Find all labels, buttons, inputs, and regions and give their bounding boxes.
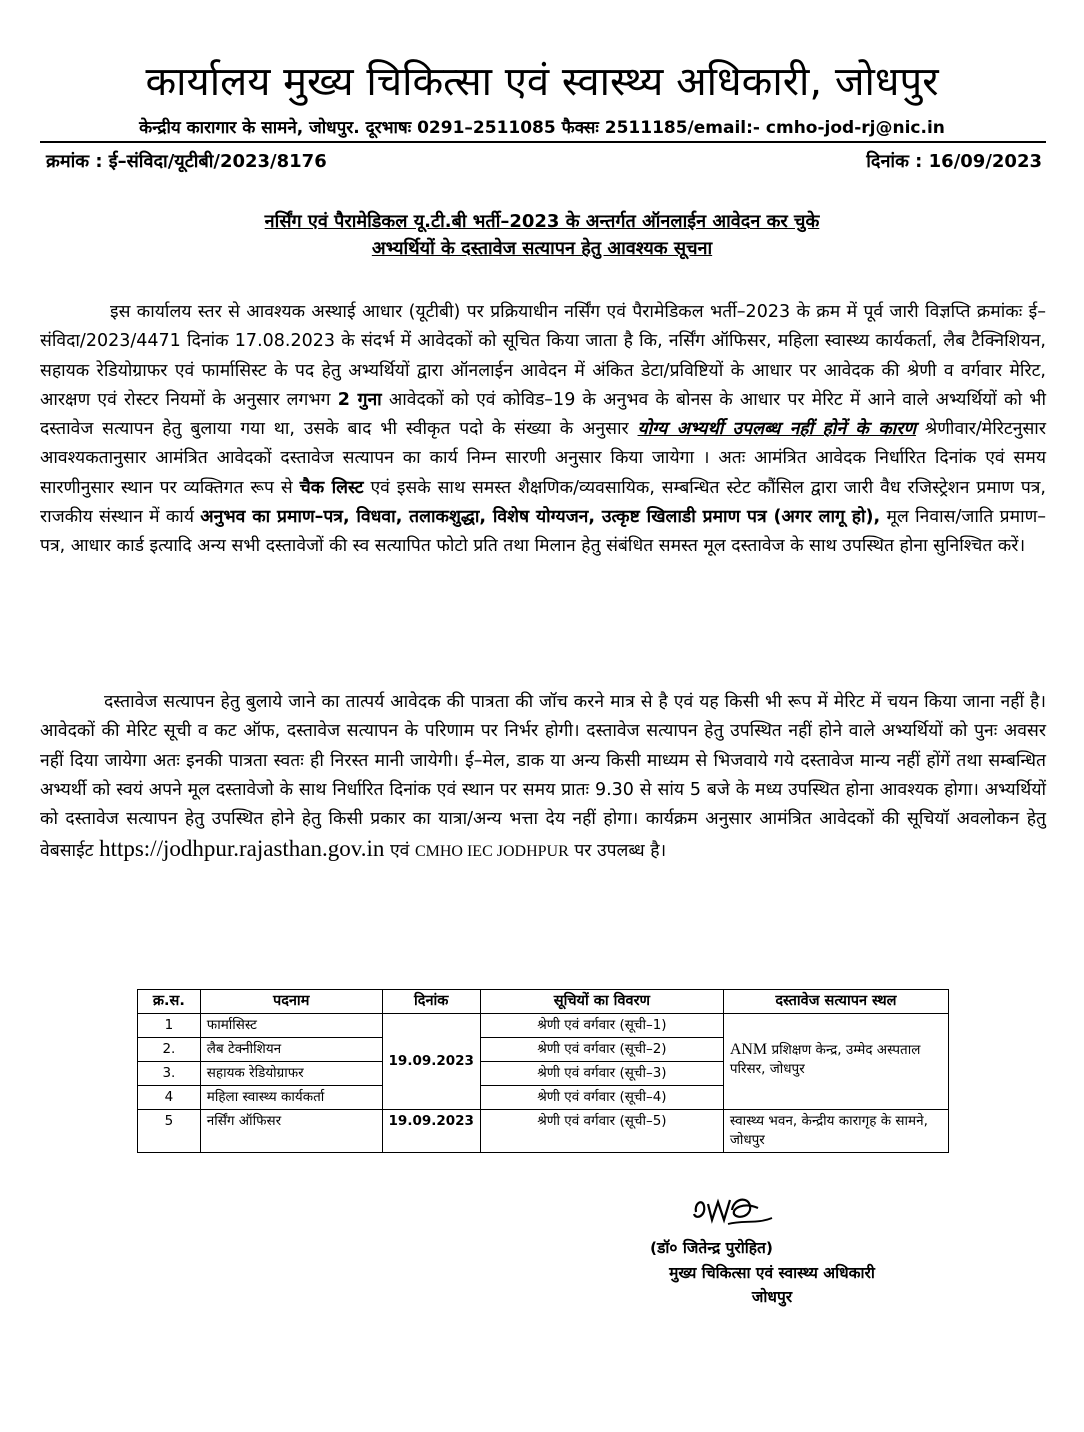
- row-post: नर्सिंग ऑफिसर: [200, 1110, 382, 1153]
- row-list: श्रेणी एवं वर्गवार (सूची–5): [480, 1110, 723, 1153]
- row-list: श्रेणी एवं वर्गवार (सूची–4): [480, 1086, 723, 1110]
- p1-text-3: श्रेणीवार/मेरिटनुसार आवश्यकतानुसार आमंत्रित आवेदकों दस्तावेज सत्यापन का कार्य निम्न सारणी अनुसार किया जायेगा । अतः आमंत्रित आवेदक निर्धारित दिनांक एवं समय सारणीनुसार स्थान पर व्यक्तिगत रूप से: [40, 419, 1046, 498]
- row-post: सहायक रेडियोग्राफर: [200, 1062, 382, 1086]
- p1-text-1: इस कार्यालय स्तर से आवश्यक अस्थाई आधार (यूटीबी) पर प्रक्रियाधीन नर्सिंग एवं पैरामेडिकल भर्ती–2023 के क्रम में पूर्व जारी विज्ञप्ति क्रमांकः ई–संविदा/2023/4471 दिनांक 17.08.2023 के संदर्भ में आवेदकों को सूचित किया जाता है कि, नर्सिंग ऑफिसर, महिला स्वास्थ्य कार्यकर्ता, लैब टैक्निशियन, सहायक रेडियोग्राफर एवं फार्मासिस्ट के पद हेतु अभ्यर्थियों द्वारा ऑनलाईन आवेदन में अंकित डेटा/प्रविष्टियों के आधार पर आवेदक की श्रेणी व वर्गवार मेरिट, आरक्षण एवं रोस्टर नियमों के अनुसार लगभग: [40, 302, 1046, 410]
- row-serial: 1: [138, 1014, 201, 1038]
- p2-text-3: पर उपलब्ध है।: [568, 841, 667, 862]
- office-address: केन्द्रीय कारागार के सामने, जोधपुर. दूरभाषः 0291–2511085 फैक्सः 2511185/email:- cmho-jod-rj@nic.in: [139, 118, 945, 138]
- reference-number: क्रमांक : ई–संविदा/यूटीबी/2023/8176: [46, 151, 327, 172]
- p2-text-1: दस्तावेज सत्यापन हेतु बुलाये जाने का तात्पर्य आवेदक की पात्रता की जॉच करने मात्र से है एवं यह किसी भी रूप में मेरिट में चयन किया जाना नहीं है। आवेदकों की मेरिट सूची व कट ऑफ, दस्तावेज सत्यापन के परिणाम पर निर्भर होगी। दस्तावेज सत्यापन हेतु उपस्थित नहीं होने वाले अभ्यर्थियों को पुनः अवसर नहीं दिया जायेगा अतः इनकी पात्रता स्वतः ही निरस्त मानी जायेगी। ई–मेल, डाक या अन्य किसी माध्यम से भिजवाये गये दस्तावेज मान्य नहीं होंगें तथा सम्बन्धित अभ्यर्थी को स्वयं अपने मूल दस्तावेजो के साथ निर्धारित दिनांक एवं स्थान पर समय प्रातः 9.30 से सांय 5 बजे के मध्य उपस्थित होना आवश्यक होगा। अभ्यर्थियों को दस्तावेज सत्यापन हेतु उपस्थित होने हेतु किसी प्रकार का यात्रा/अन्य भत्ता देय नहीं होगा। कार्यक्रम अनुसार आमंत्रित आवेदकों की सूचियॉ अवलोकन हेतु वेबसाईट: [40, 692, 1046, 862]
- table-row: [138, 1014, 949, 1038]
- p1-text-5: मूल निवास/जाति प्रमाण–पत्र, आधार कार्ड इत्यादि अन्य सभी दस्तावेजों की स्व सत्यापित फोटो प्रति तथा मिलान हेतु संबंधित समस्त मूल दस्तावेज के साथ उपस्थित होना सुनिश्चित करें।: [40, 507, 1047, 557]
- header-divider: [40, 141, 1046, 143]
- header-list-details: सूचियों का विवरण: [480, 990, 723, 1014]
- notice-subject: [80, 208, 1004, 262]
- row-post: फार्मासिस्ट: [200, 1014, 382, 1038]
- p1-text-4: एवं इसके साथ समस्त शैक्षणिक/व्यवसायिक, सम्बन्धित स्टेट कौंसिल द्वारा जारी वैध रजिस्ट्रेशन प्रमाण पत्र, राजकीय संस्थान में कार्य: [40, 477, 1046, 528]
- row-serial: 3.: [138, 1062, 201, 1086]
- p1-bold-certificates: अनुभव का प्रमाण–पत्र, विधवा, तलाकशुद्धा, विशेष योग्यजन, उत्कृष्ट खिलाडी प्रमाण पत्र (अगर लागू हो),: [200, 507, 881, 528]
- signatory-designation: मुख्य चिकित्सा एवं स्वास्थ्य अधिकारी: [669, 1264, 875, 1282]
- header-date: दिनांक: [382, 990, 480, 1014]
- signatory-city: जोधपुर: [751, 1288, 793, 1306]
- verification-schedule-table: [137, 989, 949, 1153]
- issue-date: दिनांक : 16/09/2023: [866, 151, 1042, 172]
- subject-line-2: अभ्यर्थियों के दस्तावेज सत्यापन हेतु आवश्यक सूचना: [371, 238, 713, 259]
- signatory-name: (डॉ० जितेन्द्र पुरोहित): [650, 1239, 773, 1257]
- p1-text-2: आवेदकों को एवं कोविड–19 के अनुभव के बोनस के आधार पर मेरिट में आने वाले अभ्यर्थियों को भी दस्तावेज सत्यापन हेतु बुलाया गया था, उसके बाद भी स्वीकृत पदो के संख्या के अनुसार: [40, 389, 1046, 440]
- header-post: पदनाम: [200, 990, 382, 1014]
- venue-anm-prefix: ANM: [729, 1041, 768, 1058]
- subject-line-1: नर्सिंग एवं पैरामेडिकल यू.टी.बी भर्ती–2023 के अन्तर्गत ऑनलाईन आवेदन कर चुके: [264, 211, 820, 232]
- website-url: https://jodhpur.rajasthan.gov.in: [99, 836, 385, 862]
- row-list: श्रेणी एवं वर्गवार (सूची–2): [480, 1038, 723, 1062]
- body-paragraph-1: [40, 298, 1046, 562]
- row-post: महिला स्वास्थ्य कार्यकर्ता: [200, 1086, 382, 1110]
- row-list: श्रेणी एवं वर्गवार (सूची–1): [480, 1014, 723, 1038]
- row-post: लैब टेक्नीशियन: [200, 1038, 382, 1062]
- row-serial: 2.: [138, 1038, 201, 1062]
- venue-anm-rest: प्रशिक्षण केन्द्र, उम्मेद अस्पताल परिसर, जोधपुर: [729, 1042, 921, 1077]
- p1-bold-count: 2 गुना: [337, 389, 382, 410]
- row-serial: 5: [138, 1110, 201, 1153]
- row-date-group-2: 19.09.2023: [382, 1110, 480, 1153]
- p1-emphasis-reason: योग्य अभ्यर्थी उपलब्ध नहीं होनें के कारण: [637, 419, 917, 440]
- header-venue: दस्तावेज सत्यापन स्थल: [723, 990, 948, 1014]
- table-row: [138, 1110, 949, 1153]
- header-serial: क्र.स.: [138, 990, 201, 1014]
- row-date-group-1: 19.09.2023: [382, 1014, 480, 1110]
- p1-bold-checklist: चैक लिस्ट: [299, 477, 364, 498]
- office-title: कार्यालय मुख्य चिकित्सा एवं स्वास्थ्य अधिकारी, जोधपुर: [145, 59, 939, 105]
- row-venue-group-2: स्वास्थ्य भवन, केन्द्रीय कारागृह के सामने, जोधपुर: [723, 1110, 948, 1153]
- table-header-row: [138, 990, 949, 1014]
- row-venue-group-1: [723, 1014, 948, 1110]
- row-list: श्रेणी एवं वर्गवार (सूची–3): [480, 1062, 723, 1086]
- row-serial: 4: [138, 1086, 201, 1110]
- p2-text-2: एवं: [384, 841, 415, 862]
- handwritten-signature: [688, 1190, 778, 1240]
- iec-channel-name: CMHO IEC JODHPUR: [414, 843, 569, 861]
- body-paragraph-2: [40, 688, 1046, 867]
